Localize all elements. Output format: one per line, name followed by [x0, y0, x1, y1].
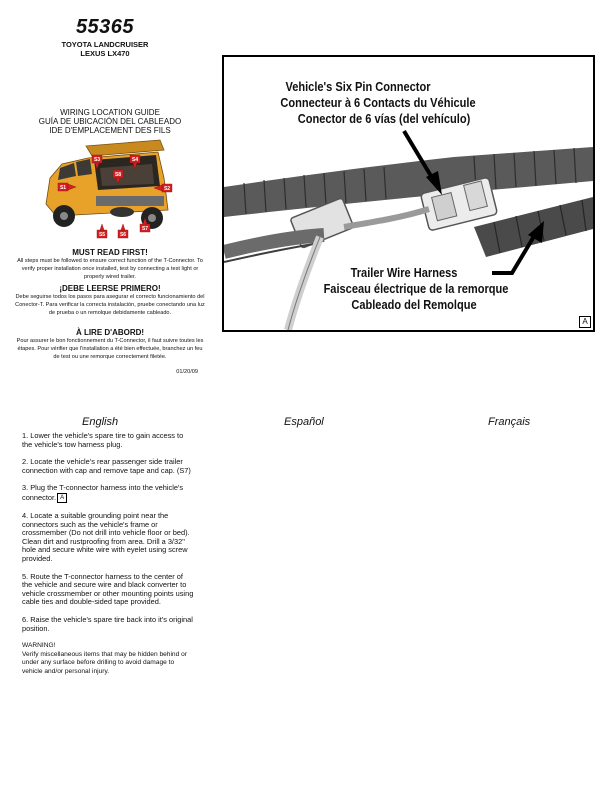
figure-callout-a: A: [579, 316, 591, 328]
must-read-body-english: All steps must be followed to ensure correct function of the T-Connector. To verify proper installation once installed, test by connecting a test light or properly wired trailer.: [17, 258, 203, 280]
instruction-step-2: 2. Locate the vehicle's rear passenger side trailer connection with cap and remove tape and cap. (S7): [22, 457, 191, 475]
warning-body: Verify miscellaneous items that may be hidden behind or under any surface before drilling to avoid damage to vehicle and/or personal injury.: [22, 650, 187, 675]
connector-label-french: Connecteur à 6 Contacts du Véhicule: [280, 95, 476, 110]
location-s5: S5: [98, 232, 106, 238]
language-header-french: Français: [488, 416, 531, 428]
must-read-heading-spanish: ¡DEBE LEERSE PRIMERO!: [59, 284, 161, 293]
vehicle-wiring-location-figure: [40, 138, 180, 242]
instruction-step-6: 6. Raise the vehicle's spare tire back into it's original position.: [22, 614, 193, 633]
instruction-step-3-text: 3. Plug the T-connector harness into the vehicle's connector.: [22, 483, 184, 502]
must-read-heading-french: À LIRE D'ABORD!: [75, 328, 145, 337]
location-s1: S1: [59, 185, 67, 191]
connector-label-spanish: Conector de 6 vías (del vehículo): [297, 111, 471, 126]
document-date: 01/20/09: [176, 369, 198, 375]
instructions-english: [22, 432, 194, 676]
instruction-step-3: [22, 484, 194, 503]
location-s7: S7: [141, 226, 149, 232]
location-s8: S8: [114, 172, 122, 178]
harness-label-spanish: Cableado del Remolque: [351, 297, 477, 312]
location-s6: S6: [119, 232, 127, 238]
guide-title-english: WIRING LOCATION GUIDE: [60, 108, 160, 117]
vehicle-model-line-1: TOYOTA LANDCRUISER: [61, 40, 149, 49]
language-header-english: English: [82, 416, 119, 428]
must-read-body-french: Pour assurer le bon fonctionnement du T-Connector, il faut suivre toutes les étapes. Pour vérifier que l'installation a été bien effectuée, branchez un feu de test ou une remorque correctement filetée.: [16, 338, 204, 360]
step-3-callout-a: A: [57, 493, 67, 503]
warning-heading: WARNING!: [22, 642, 56, 650]
location-s4: S4: [131, 157, 139, 163]
harness-label-french: Faisceau électrique de la remorque: [323, 281, 509, 296]
harness-label-english: Trailer Wire Harness: [350, 265, 458, 280]
guide-title-spanish: GUÍA DE UBICACIÓN DEL CABLEADO: [38, 117, 182, 126]
vehicle-model-line-2: LEXUS LX470: [80, 49, 130, 58]
connector-photo: [222, 55, 595, 332]
must-read-heading-english: MUST READ FIRST!: [72, 248, 148, 257]
language-header-spanish: Español: [284, 416, 324, 428]
guide-title-french: IDE D'EMPLACEMENT DES FILS: [49, 126, 171, 135]
must-read-body-spanish: Debe seguirse todos los pasos para asegurar el correcto funcionamiento del Conector-T. Para verificar la correcta instalación, pruebe conectando una luz de prueba o un remolque debidamente cableado.: [15, 294, 205, 316]
location-s2: S2: [163, 186, 171, 192]
connector-label-english: Vehicle's Six Pin Connector: [285, 79, 431, 94]
instruction-step-4: 4. Locate a suitable grounding point near the connectors such as the vehicle's frame or crossmember (Do not drill into vehicle floor or bed). Clean dirt and rustproofing from area. Drill a 3/32" hole and secure white wire with eyelet using screw provided.: [22, 510, 190, 563]
part-number: 55365: [75, 16, 135, 38]
instruction-step-1: 1. Lower the vehicle's spare tire to gain access to the vehicle's tow harness plug.: [22, 431, 184, 449]
instruction-step-5: 5. Route the T-connector harness to the center of the vehicle and secure wire and black converter to vehicle crossmember or other mounting points using cable ties and double-sided tape provided.: [22, 571, 194, 607]
location-s3: S3: [93, 157, 101, 163]
